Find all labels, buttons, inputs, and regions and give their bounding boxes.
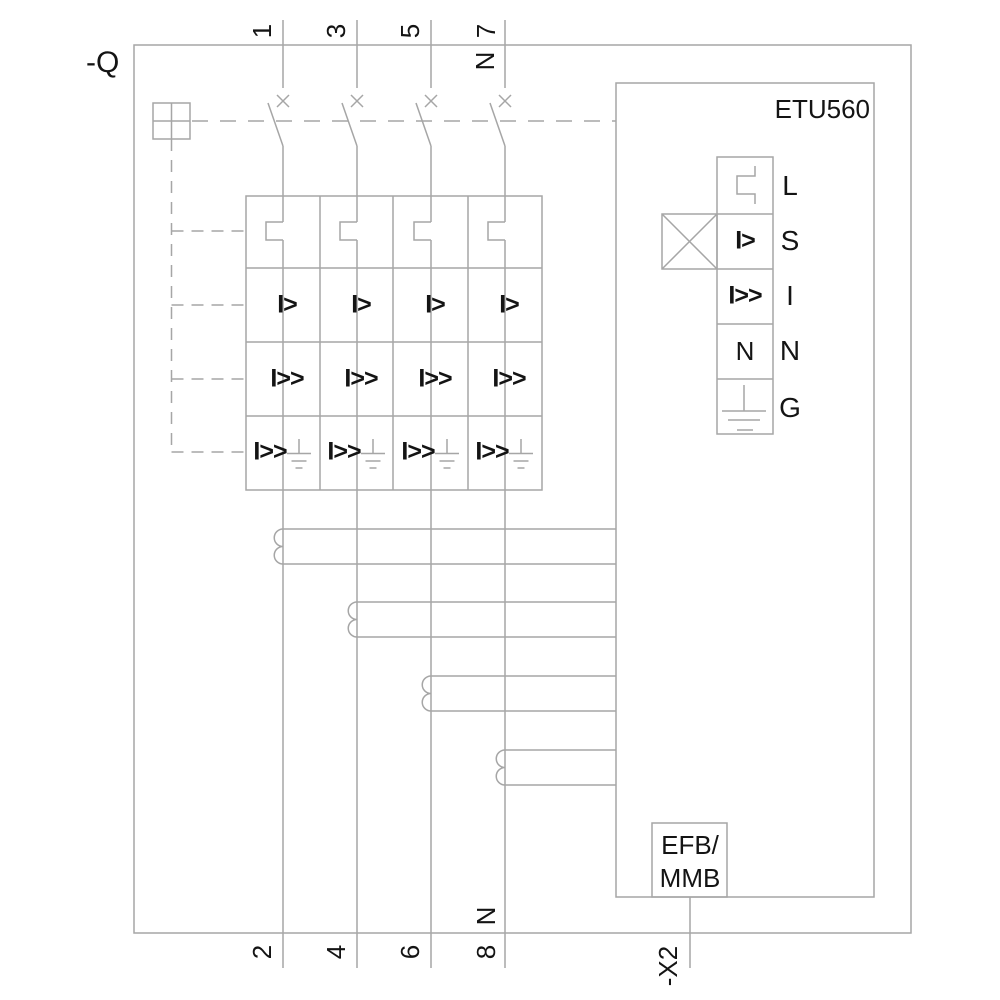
ground-fault-symbol: I>> xyxy=(327,437,361,466)
trip-row-dashed-branches xyxy=(172,231,247,452)
short-circuit-symbol: I>> xyxy=(270,364,304,393)
ground-fault-symbol: I>> xyxy=(475,437,509,466)
breaker-contact-icon xyxy=(425,95,437,107)
ground-fault-symbol: I>> xyxy=(253,437,287,466)
terminal-label-4: 4 xyxy=(321,944,351,960)
pole-1-conductor xyxy=(266,20,289,968)
breaker-designation-label: -Q xyxy=(86,46,120,79)
module-label-line2: MMB xyxy=(659,863,721,893)
etu-instantaneous-symbol: I>> xyxy=(728,281,762,310)
step-characteristic-icon xyxy=(737,166,755,204)
etu-label-S: S xyxy=(780,225,800,256)
etu-short-time-symbol: I> xyxy=(735,226,755,255)
pole-2-conductor xyxy=(340,20,363,968)
neutral-label-bottom: N xyxy=(471,906,501,926)
operating-mechanism-icon xyxy=(153,103,190,139)
overload-symbol: I> xyxy=(499,290,519,319)
neutral-label-top: N xyxy=(470,51,500,71)
terminal-label-8: 8 xyxy=(471,944,501,960)
current-sensor-coil-icon xyxy=(274,529,616,785)
short-circuit-symbol: I>> xyxy=(344,364,378,393)
pole-4-conductor xyxy=(488,20,511,968)
trip-unit-title: ETU560 xyxy=(774,94,870,124)
overload-symbol: I> xyxy=(351,290,371,319)
overload-symbol: I> xyxy=(277,290,297,319)
breaker-contact-icon xyxy=(351,95,363,107)
earth-ground-icon xyxy=(722,385,766,430)
pole-3-conductor xyxy=(414,20,437,968)
etu-label-G: G xyxy=(779,392,801,423)
terminal-label-5: 5 xyxy=(395,23,425,39)
x2-terminal-label: -X2 xyxy=(653,945,683,987)
module-label-line1: EFB/ xyxy=(661,830,719,860)
breaker-contact-icon xyxy=(277,95,289,107)
terminal-label-6: 6 xyxy=(395,944,425,960)
etu-label-L: L xyxy=(782,170,798,201)
trip-unit-outline xyxy=(616,83,874,897)
short-circuit-symbol: I>> xyxy=(418,364,452,393)
terminal-label-1: 1 xyxy=(247,23,277,39)
breaker-contact-icon xyxy=(499,95,511,107)
short-circuit-symbol: I>> xyxy=(492,364,526,393)
terminal-label-2: 2 xyxy=(247,944,277,960)
terminal-label-3: 3 xyxy=(321,23,351,39)
ground-fault-symbol: I>> xyxy=(401,437,435,466)
crossed-box-icon xyxy=(662,214,717,269)
etu-label-I: I xyxy=(786,280,794,311)
etu-neutral-symbol: N xyxy=(735,336,755,366)
terminal-label-7: 7 xyxy=(471,23,501,39)
overload-symbol: I> xyxy=(425,290,445,319)
etu-label-N: N xyxy=(779,335,801,366)
